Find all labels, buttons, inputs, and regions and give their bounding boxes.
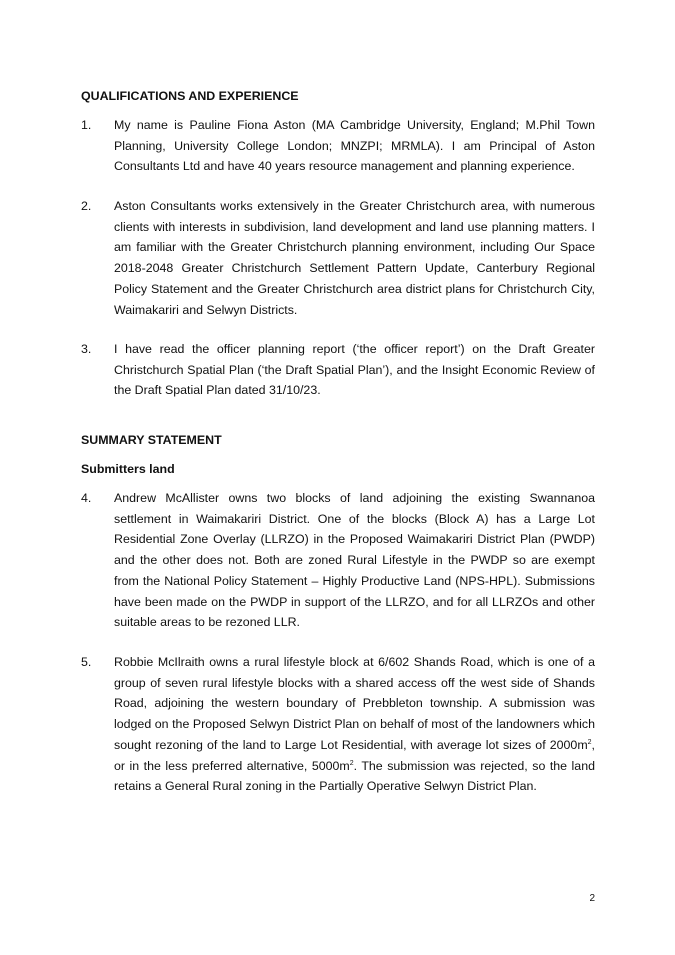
- superscript: 2: [349, 759, 354, 767]
- paragraph-text: Aston Consultants works extensively in the Greater Christchurch area, with numerous clients with interests in subdivision, land development and land use planning matters. I am familiar with the Greater Christchurch planning environment, including Our Space 2018-2048 Greater Christchurch Settlement Pattern Update, Canterbury Regional Policy Statement and the Greater Christchurch area district plans for Christchurch City, Waimakariri and Selwyn Districts.: [114, 199, 595, 317]
- paragraph-5: [81, 652, 595, 797]
- paragraph-number: 2.: [81, 199, 92, 213]
- paragraph-text: [114, 652, 595, 797]
- paragraph-text-part: . The submission was rejected, so the land retains a General Rural zoning in the Partially Operative Selwyn District Plan.: [114, 758, 595, 794]
- summary-heading: SUMMARY STATEMENT: [81, 433, 222, 447]
- superscript: 2: [587, 738, 592, 746]
- paragraph-number: 1.: [81, 118, 92, 132]
- paragraph-text: I have read the officer planning report (‘the officer report’) on the Draft Greater Christchurch Spatial Plan (‘the Draft Spatial Plan’), and the Insight Economic Review of the Draft Spatial Plan dated 31/10/23.: [114, 342, 595, 398]
- paragraph-2: [81, 196, 595, 320]
- paragraph-text: Andrew McAllister owns two blocks of land adjoining the existing Swannanoa settlement in Waimakariri District. One of the blocks (Block A) has a Large Lot Residential Zone Overlay (LLRZO) in the Proposed Waimakariri District Plan (PWDP) and the other does not. Both are zoned Rural Lifestyle in the PWDP so are exempt from the National Policy Statement – Highly Productive Land (NPS-HPL). Submissions have been made on the PWDP in support of the LLRZO, and for all LLRZOs and other suitable areas to be rezoned LLR.: [114, 491, 595, 630]
- paragraph-number: 4.: [81, 491, 92, 505]
- paragraph-1: [81, 115, 595, 177]
- paragraph-4: [81, 488, 595, 633]
- paragraph-text-part: Robbie McIlraith owns a rural lifestyle block at 6/602 Shands Road, which is one of a group of seven rural lifestyle blocks with a shared access off the west side of Shands Road, adjoining the western boundary of Prebbleton township. A submission was lodged on the Proposed Selwyn District Plan on behalf of most of the landowners which sought rezoning of the land to Large Lot Residential, with average lot sizes of 2000m: [114, 655, 595, 752]
- paragraph-text-part: , or in the less preferred alternative, 5000m: [114, 737, 595, 773]
- page-number: 2: [589, 893, 595, 904]
- submitters-land-heading: Submitters land: [81, 462, 175, 476]
- paragraph-3: [81, 339, 595, 401]
- qualifications-heading: QUALIFICATIONS AND EXPERIENCE: [81, 89, 299, 103]
- paragraph-number: 3.: [81, 342, 92, 356]
- paragraph-number: 5.: [81, 655, 92, 669]
- paragraph-text: My name is Pauline Fiona Aston (MA Cambridge University, England; M.Phil Town Planning, University College London; MNZPI; MRMLA). I am Principal of Aston Consultants Ltd and have 40 years resource management and planning experience.: [114, 118, 595, 174]
